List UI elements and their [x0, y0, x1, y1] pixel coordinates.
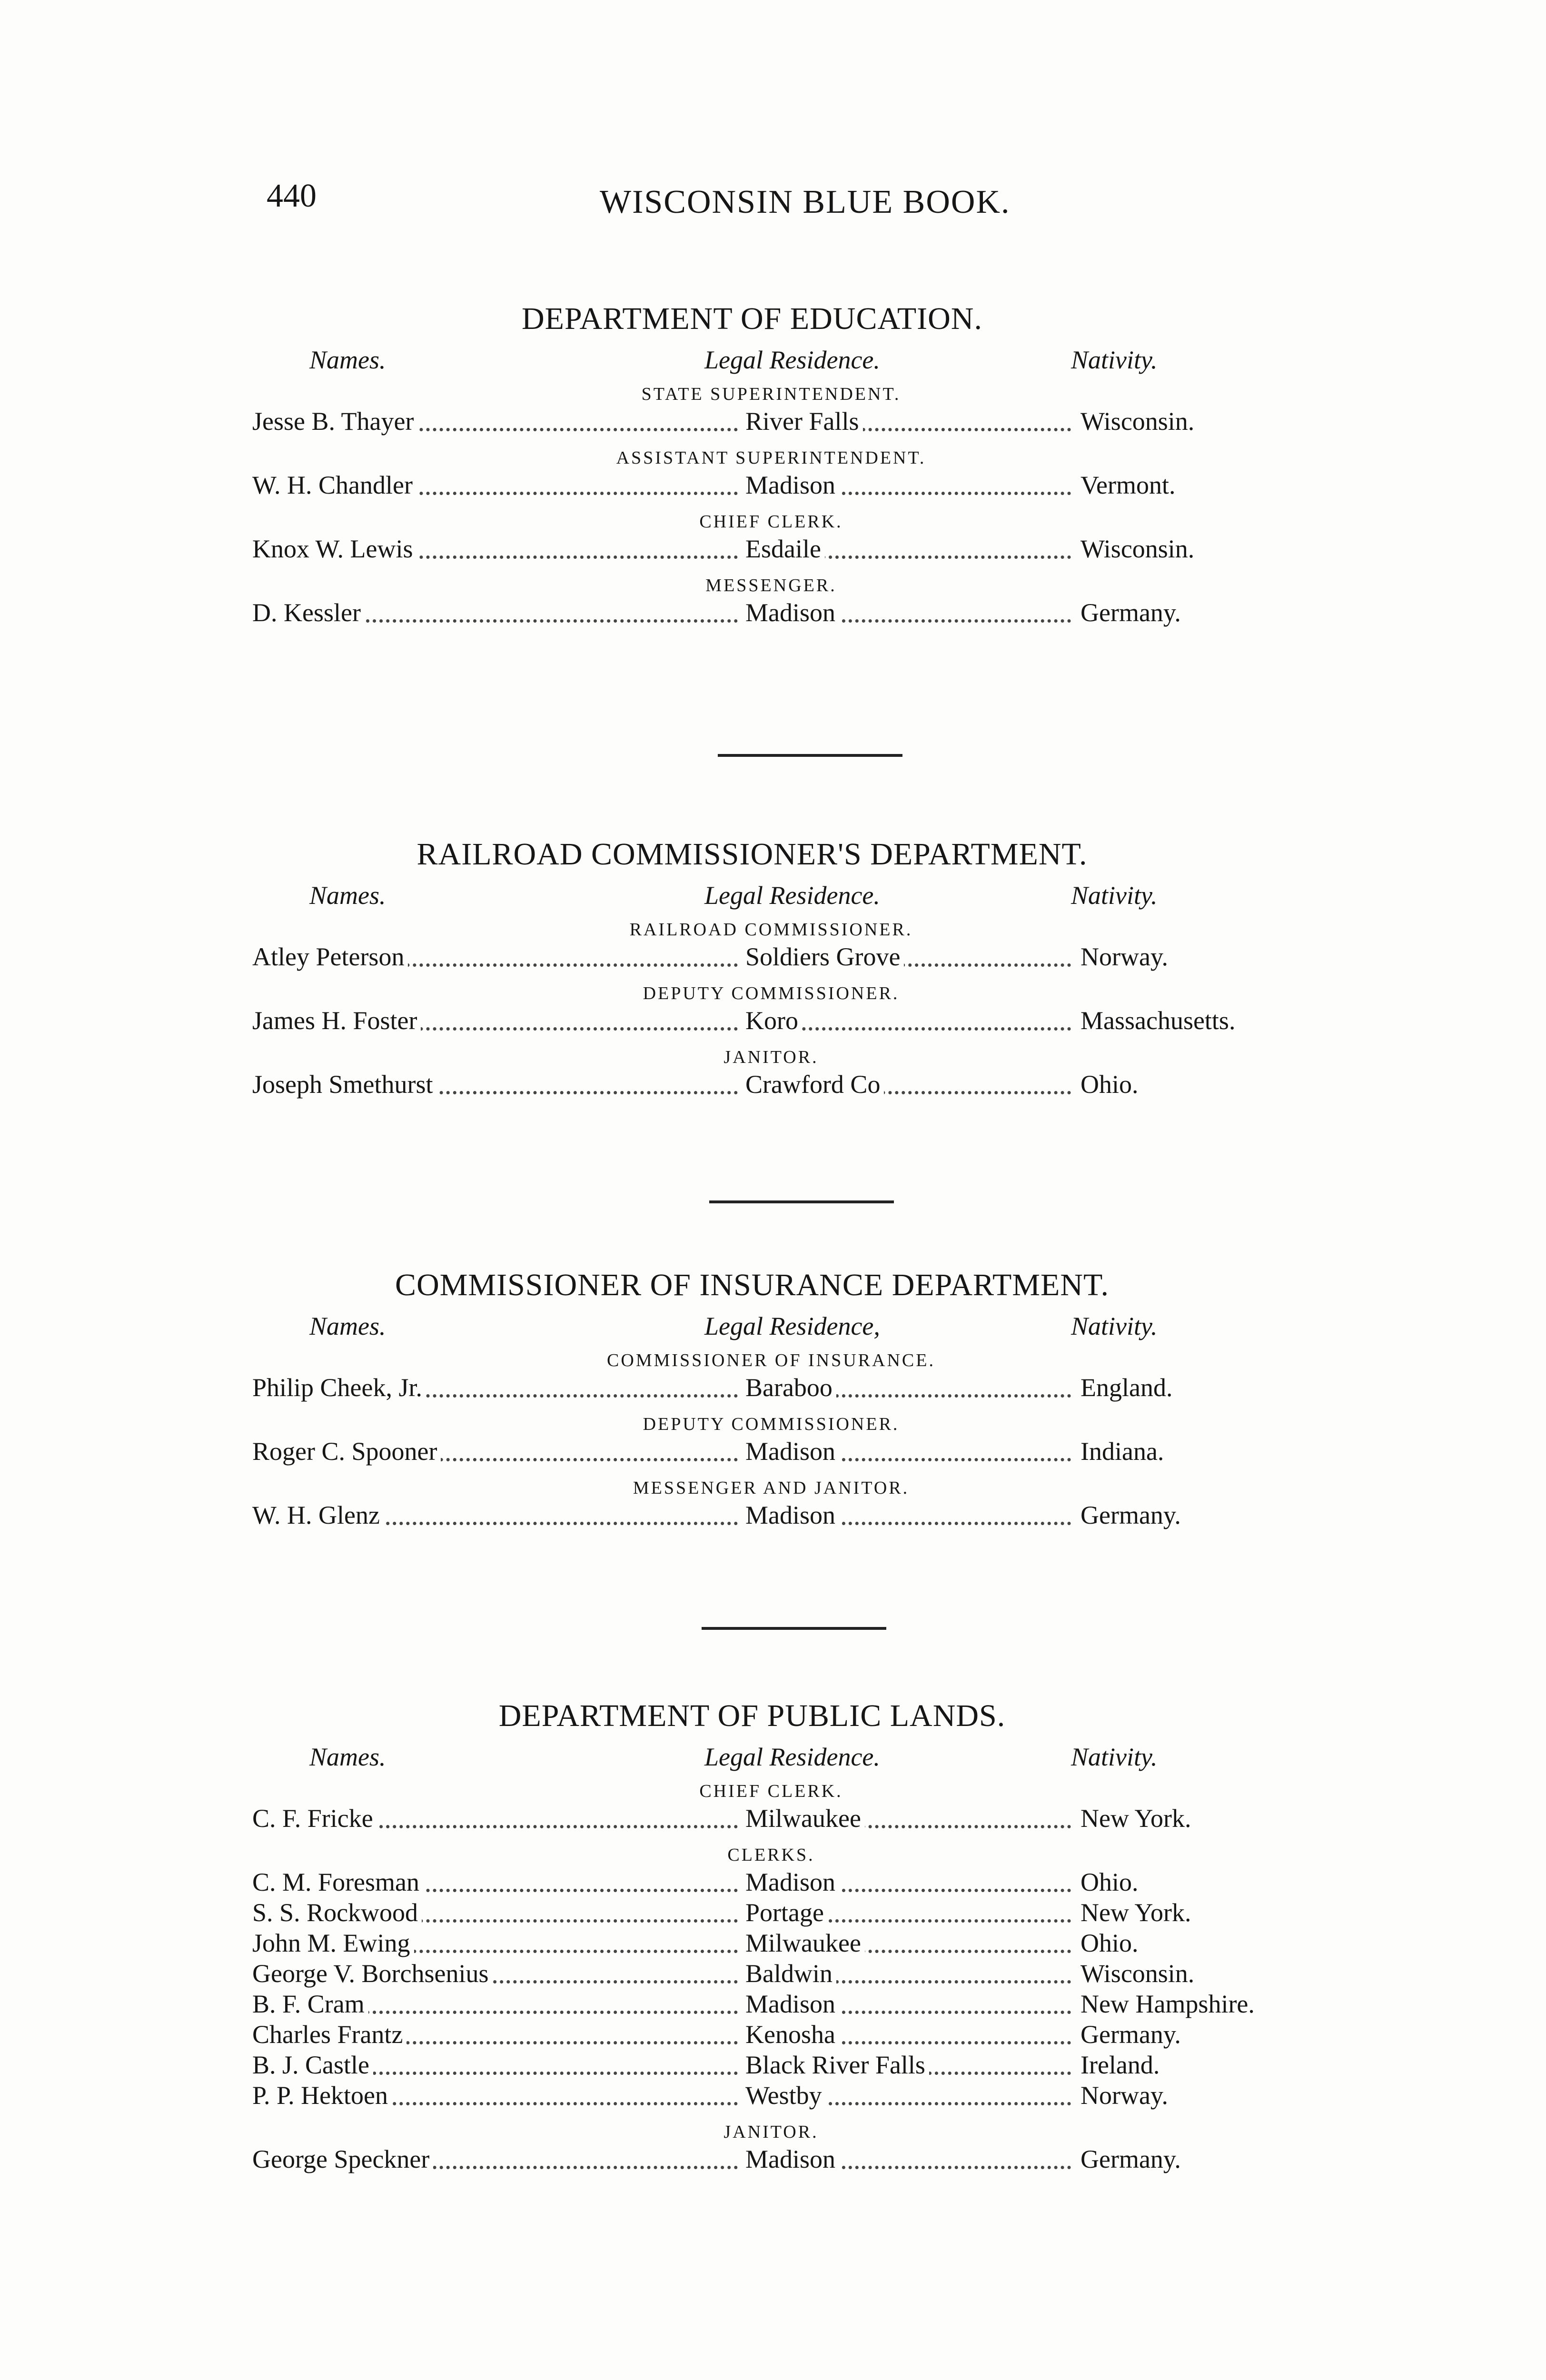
legal-residence: Westby — [743, 2080, 826, 2111]
section-insurance — [228, 1264, 1276, 1530]
role-label: CLERKS. — [727, 1845, 815, 1865]
legal-residence: Baldwin — [743, 1958, 836, 1989]
section-railroad — [228, 833, 1276, 1100]
legal-residence: Madison — [743, 1989, 839, 2019]
residence-header: Legal Residence. — [704, 1743, 880, 1771]
nativity: Wisconsin. — [1076, 534, 1198, 564]
person-name: Philip Cheek, Jr. — [252, 1372, 426, 1403]
nativity: New York. — [1076, 1897, 1195, 1928]
legal-residence: Madison — [743, 1436, 839, 1467]
nativity: Wisconsin. — [1076, 1958, 1198, 1989]
names-header: Names. — [309, 881, 386, 910]
person-name: B. F. Cram — [252, 1989, 368, 2019]
table-row — [228, 2080, 1276, 2111]
nativity: Ohio. — [1076, 1928, 1142, 1958]
nativity-header: Nativity. — [1071, 1743, 1158, 1771]
nativity: Indiana. — [1076, 1436, 1168, 1467]
nativity-header: Nativity. — [1071, 881, 1158, 910]
person-name: James H. Foster — [252, 1005, 421, 1036]
person-name: C. F. Fricke — [252, 1803, 377, 1834]
legal-residence: River Falls — [743, 406, 863, 436]
nativity: Germany. — [1076, 597, 1185, 628]
section-divider — [702, 1627, 886, 1630]
nativity: Germany. — [1076, 1500, 1185, 1530]
nativity: New Hampshire. — [1076, 1989, 1259, 2019]
table-row — [228, 1005, 1276, 1036]
column-headers — [228, 876, 1276, 918]
role-label: JANITOR. — [723, 1047, 819, 1067]
nativity-header: Nativity. — [1071, 1312, 1158, 1340]
column-headers — [228, 340, 1276, 382]
section-divider — [718, 754, 902, 757]
page-number: 440 — [267, 178, 317, 214]
person-name: W. H. Glenz — [252, 1500, 384, 1530]
nativity: Norway. — [1076, 2080, 1172, 2111]
role-label: DEPUTY COMMISSIONER. — [643, 983, 900, 1003]
residence-header: Legal Residence. — [704, 346, 880, 374]
table-row — [228, 470, 1276, 500]
legal-residence: Madison — [743, 1500, 839, 1530]
table-row — [228, 1372, 1276, 1403]
person-name: D. Kessler — [252, 597, 365, 628]
legal-residence: Madison — [743, 470, 839, 500]
nativity: Massachusetts. — [1076, 1005, 1239, 1036]
running-title: WISCONSIN BLUE BOOK. — [600, 184, 1011, 220]
nativity: Germany. — [1076, 2144, 1185, 2174]
nativity: Norway. — [1076, 942, 1172, 972]
residence-header: Legal Residence, — [704, 1312, 880, 1340]
section-title: DEPARTMENT OF PUBLIC LANDS. — [498, 1698, 1006, 1733]
role-label: CHIEF CLERK. — [699, 512, 843, 532]
residence-header: Legal Residence. — [704, 881, 880, 910]
legal-residence: Soldiers Grove — [743, 942, 904, 972]
role-label: MESSENGER. — [705, 575, 837, 595]
legal-residence: Portage — [743, 1897, 828, 1928]
person-name: Roger C. Spooner — [252, 1436, 441, 1467]
table-row — [228, 2019, 1276, 2050]
names-header: Names. — [309, 1312, 386, 1340]
person-name: George Speckner — [252, 2144, 433, 2174]
person-name: B. J. Castle — [252, 2050, 373, 2080]
legal-residence: Crawford Co — [743, 1069, 884, 1100]
section-title: COMMISSIONER OF INSURANCE DEPARTMENT. — [395, 1268, 1109, 1302]
nativity-header: Nativity. — [1071, 346, 1158, 374]
person-name: Knox W. Lewis — [252, 534, 417, 564]
section-divider — [709, 1200, 894, 1203]
nativity: Ohio. — [1076, 1867, 1142, 1897]
section-public-lands — [228, 1695, 1276, 2174]
person-name: W. H. Chandler — [252, 470, 416, 500]
role-label: ASSISTANT SUPERINTENDENT. — [616, 448, 926, 468]
nativity: Wisconsin. — [1076, 406, 1198, 436]
table-row — [228, 1897, 1276, 1928]
person-name: John M. Ewing — [252, 1928, 414, 1958]
role-label: JANITOR. — [723, 2122, 819, 2142]
table-row — [228, 534, 1276, 564]
section-title: DEPARTMENT OF EDUCATION. — [522, 301, 982, 336]
names-header: Names. — [309, 346, 386, 374]
section-title: RAILROAD COMMISSIONER'S DEPARTMENT. — [416, 837, 1088, 872]
nativity: England. — [1076, 1372, 1176, 1403]
table-row — [228, 1500, 1276, 1530]
person-name: P. P. Hektoen — [252, 2080, 392, 2111]
person-name: C. M. Foresman — [252, 1867, 423, 1897]
nativity: Ohio. — [1076, 1069, 1142, 1100]
role-label: RAILROAD COMMISSIONER. — [629, 920, 913, 940]
legal-residence: Milwaukee — [743, 1803, 865, 1834]
role-label: MESSENGER AND JANITOR. — [633, 1478, 910, 1498]
role-label: STATE SUPERINTENDENT. — [641, 384, 901, 404]
table-row — [228, 1958, 1276, 1989]
person-name: S. S. Rockwood — [252, 1897, 422, 1928]
nativity: Vermont. — [1076, 470, 1179, 500]
person-name: Joseph Smethurst — [252, 1069, 437, 1100]
table-row — [228, 2144, 1276, 2174]
nativity: Ireland. — [1076, 2050, 1163, 2080]
legal-residence: Milwaukee — [743, 1928, 865, 1958]
legal-residence: Baraboo — [743, 1372, 836, 1403]
role-label: COMMISSIONER OF INSURANCE. — [607, 1350, 935, 1370]
table-row — [228, 597, 1276, 628]
table-row — [228, 942, 1276, 972]
legal-residence: Esdaile — [743, 534, 825, 564]
person-name: Charles Frantz — [252, 2019, 406, 2050]
legal-residence: Black River Falls — [743, 2050, 929, 2080]
table-row — [228, 406, 1276, 436]
legal-residence: Madison — [743, 1867, 839, 1897]
nativity: New York. — [1076, 1803, 1195, 1834]
table-row — [228, 1436, 1276, 1467]
legal-residence: Madison — [743, 2144, 839, 2174]
table-row — [228, 1803, 1276, 1834]
person-name: George V. Borchsenius — [252, 1958, 492, 1989]
role-label: DEPUTY COMMISSIONER. — [643, 1414, 900, 1434]
legal-residence: Kenosha — [743, 2019, 839, 2050]
nativity: Germany. — [1076, 2019, 1185, 2050]
table-row — [228, 1928, 1276, 1958]
legal-residence: Koro — [743, 1005, 802, 1036]
legal-residence: Madison — [743, 597, 839, 628]
table-row — [228, 1867, 1276, 1897]
person-name: Jesse B. Thayer — [252, 406, 417, 436]
column-headers — [228, 1307, 1276, 1349]
section-education — [228, 298, 1276, 628]
table-row — [228, 1069, 1276, 1100]
names-header: Names. — [309, 1743, 386, 1771]
role-label: CHIEF CLERK. — [699, 1781, 843, 1801]
column-headers — [228, 1737, 1276, 1779]
person-name: Atley Peterson — [252, 942, 408, 972]
